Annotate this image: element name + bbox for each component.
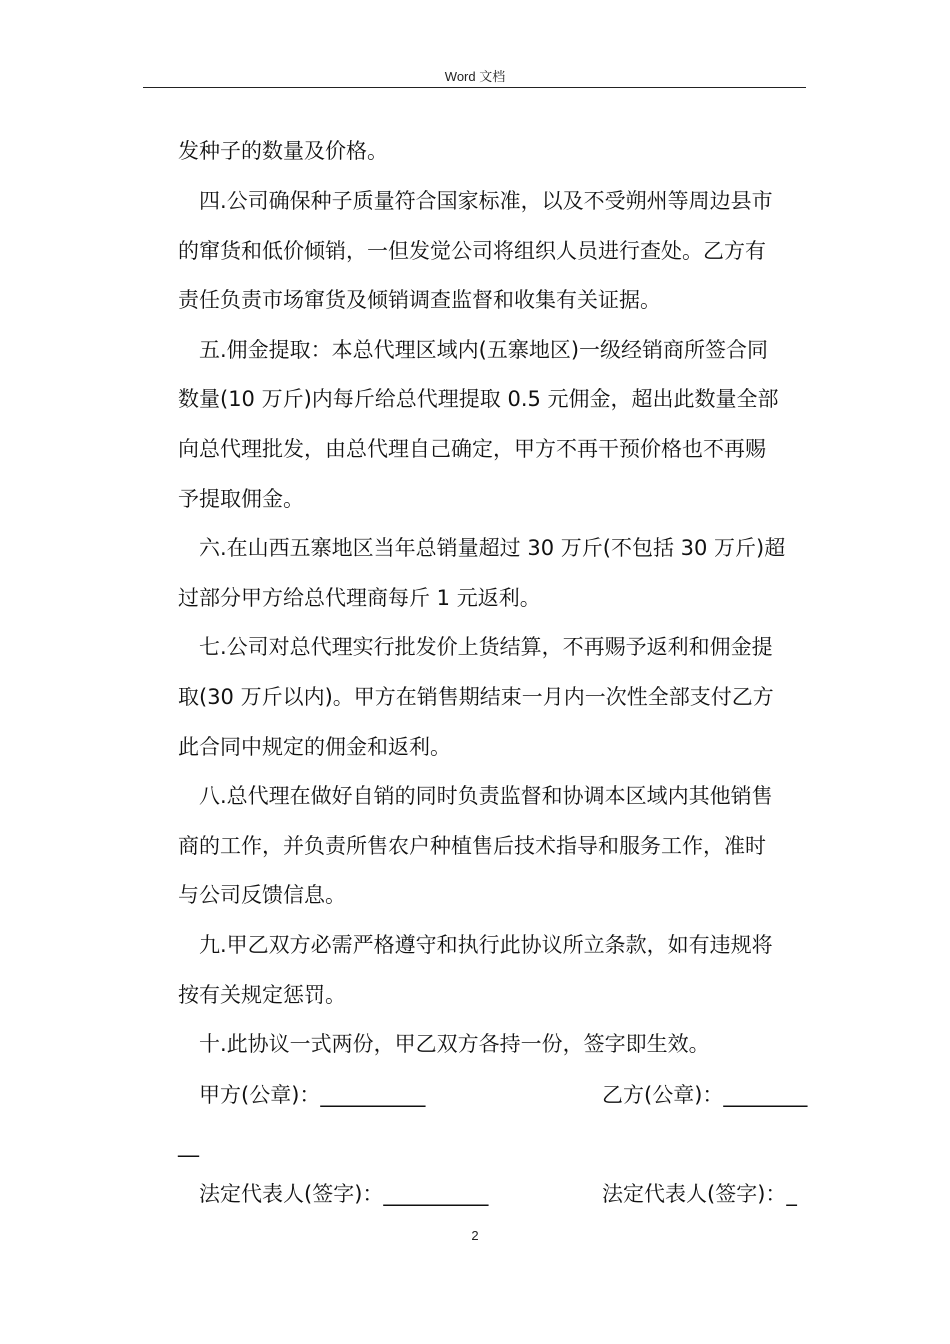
- body-line: 八.总代理在做好自销的同时负责监督和协调本区域内其他销售: [199, 784, 773, 808]
- header-divider: [143, 87, 806, 88]
- body-line: 商的工作，并负责所售农户种植售后技术指导和服务工作，准时: [178, 834, 766, 858]
- body-line: 九.甲乙双方必需严格遵守和执行此协议所立条款，如有违规将: [199, 933, 773, 957]
- body-line: 向总代理批发，由总代理自己确定，甲方不再干预价格也不再赐: [178, 437, 766, 461]
- party-b-representative-field: 法定代表人(签字)：_: [602, 1182, 797, 1206]
- party-b-seal-field-wrap: __: [178, 1133, 199, 1157]
- body-line: 责任负责市场窜货及倾销调查监督和收集有关证据。: [178, 288, 661, 312]
- body-line: 发种子的数量及价格。: [178, 139, 388, 163]
- page-number: 2: [471, 1228, 479, 1243]
- body-line: 的窜货和低价倾销，一但发觉公司将组织人员进行查处。乙方有: [178, 239, 766, 263]
- body-line: 与公司反馈信息。: [178, 883, 346, 907]
- body-line: 予提取佣金。: [178, 487, 304, 511]
- body-line: 六.在山西五寨地区当年总销量超过 30 万斤(不包括 30 万斤)超: [199, 536, 786, 560]
- party-b-seal-field: 乙方(公章)：________: [602, 1083, 808, 1107]
- body-line: 过部分甲方给总代理商每斤 1 元返利。: [178, 586, 541, 610]
- header-title: Word 文档: [444, 69, 506, 84]
- body-line: 数量(10 万斤)内每斤给总代理提取 0.5 元佣金，超出此数量全部: [178, 387, 779, 411]
- body-line: 此合同中规定的佣金和返利。: [178, 735, 451, 759]
- party-a-seal-field: 甲方(公章)：__________: [199, 1083, 426, 1107]
- body-line: 四.公司确保种子质量符合国家标准，以及不受朔州等周边县市: [199, 189, 773, 213]
- body-line: 十.此协议一式两份，甲乙双方各持一份，签字即生效。: [199, 1032, 710, 1056]
- body-line: 五.佣金提取：本总代理区域内(五寨地区)一级经销商所签合同: [199, 338, 769, 362]
- body-line: 七.公司对总代理实行批发价上货结算，不再赐予返利和佣金提: [199, 635, 773, 659]
- body-line: 按有关规定惩罚。: [178, 983, 346, 1007]
- body-line: 取(30 万斤以内)。甲方在销售期结束一月内一次性全部支付乙方: [178, 685, 774, 709]
- party-a-representative-field: 法定代表人(签字)：__________: [199, 1182, 489, 1206]
